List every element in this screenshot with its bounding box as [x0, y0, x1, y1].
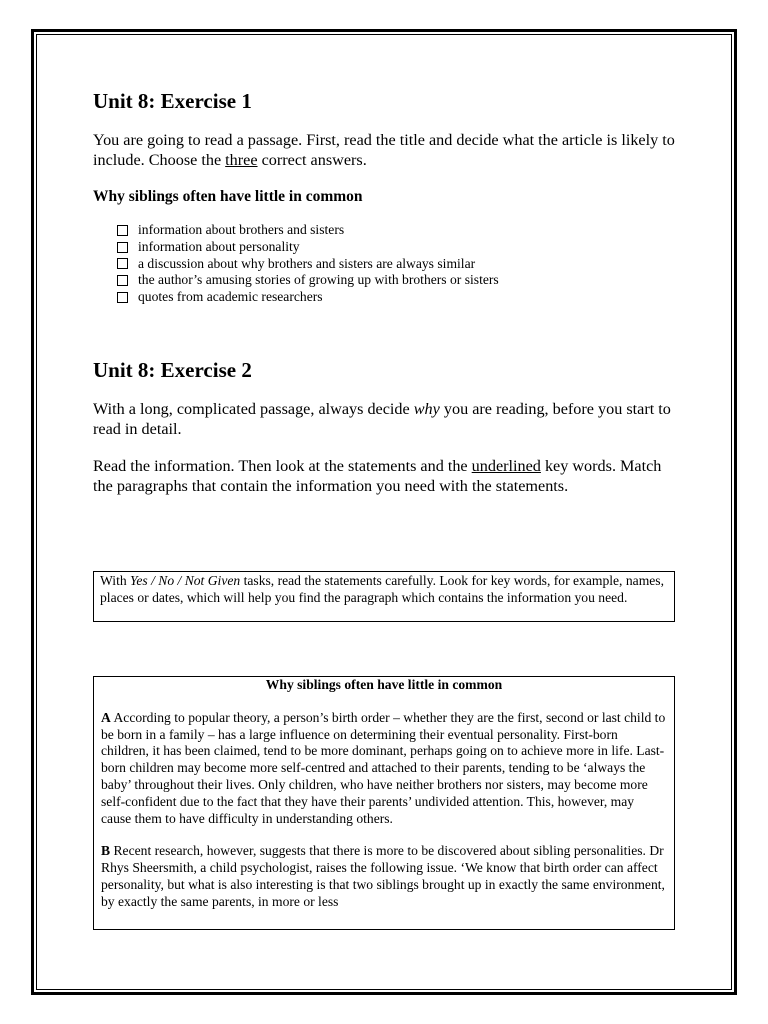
list-item: a discussion about why brothers and sisters are always similar [117, 256, 499, 273]
list-item: the author’s amusing stories of growing up with brothers or sisters [117, 272, 499, 289]
reading-passage [93, 676, 675, 930]
exercise-2-intro: With a long, complicated passage, always decide why you are reading, before you start to read in detail. [93, 400, 671, 438]
underlined-word: underlined [471, 457, 541, 475]
paragraph-a: A According to popular theory, a person’s birth order – whether they are the first, second or last child to be born in a family – has a large influence on determining their eventual personality. First-born children, it has been claimed, tend to be more dominant, perhaps going on to achieve more in life. Last-born children may become more self-centred and attached to their parents, tending to be ‘always the baby’ throughout their lives. Only children, who have neither brothers nor sisters, may become more self-confident due to the fact that they have their parents’ undivided attention. This, however, may cause them to have difficulty in understanding others. [101, 709, 666, 826]
answer-checklist [117, 222, 499, 306]
exercise-1-subtitle: Why siblings often have little in common [93, 188, 363, 205]
checkbox-icon[interactable] [117, 292, 128, 303]
list-item: quotes from academic researchers [117, 289, 499, 306]
checkbox-icon[interactable] [117, 258, 128, 269]
exercise-2-instruction: Read the information. Then look at the statements and the underlined key words. Match the paragraphs that contain the information you need with the statements. [93, 457, 662, 495]
checkbox-icon[interactable] [117, 275, 128, 286]
tip-box: With Yes / No / Not Given tasks, read the statements carefully. Look for key words, for example, names, places or dates, which will help you find the paragraph which contains the information you need. [93, 571, 675, 622]
underlined-word: three [225, 150, 258, 169]
paragraph-b: B Recent research, however, suggests that there is more to be discovered about sibling personalities. Dr Rhys Sheersmith, a child psychologist, raises the following issue. ‘We know that birth order can affect personality, but what is also interesting is that two siblings brought up in exactly the same environment, by exactly the same parents, in more or less [101, 843, 665, 909]
exercise-1-instruction: You are going to read a passage. First, read the title and decide what the article is likely to include. Choose the three correct answers. [93, 131, 675, 169]
checkbox-icon[interactable] [117, 242, 128, 253]
exercise-1-heading: Unit 8: Exercise 1 [93, 89, 252, 113]
list-item: information about personality [117, 239, 499, 256]
checkbox-icon[interactable] [117, 225, 128, 236]
passage-title: Why siblings often have little in common [265, 677, 503, 692]
exercise-2-heading: Unit 8: Exercise 2 [93, 358, 252, 382]
list-item: information about brothers and sisters [117, 222, 499, 239]
